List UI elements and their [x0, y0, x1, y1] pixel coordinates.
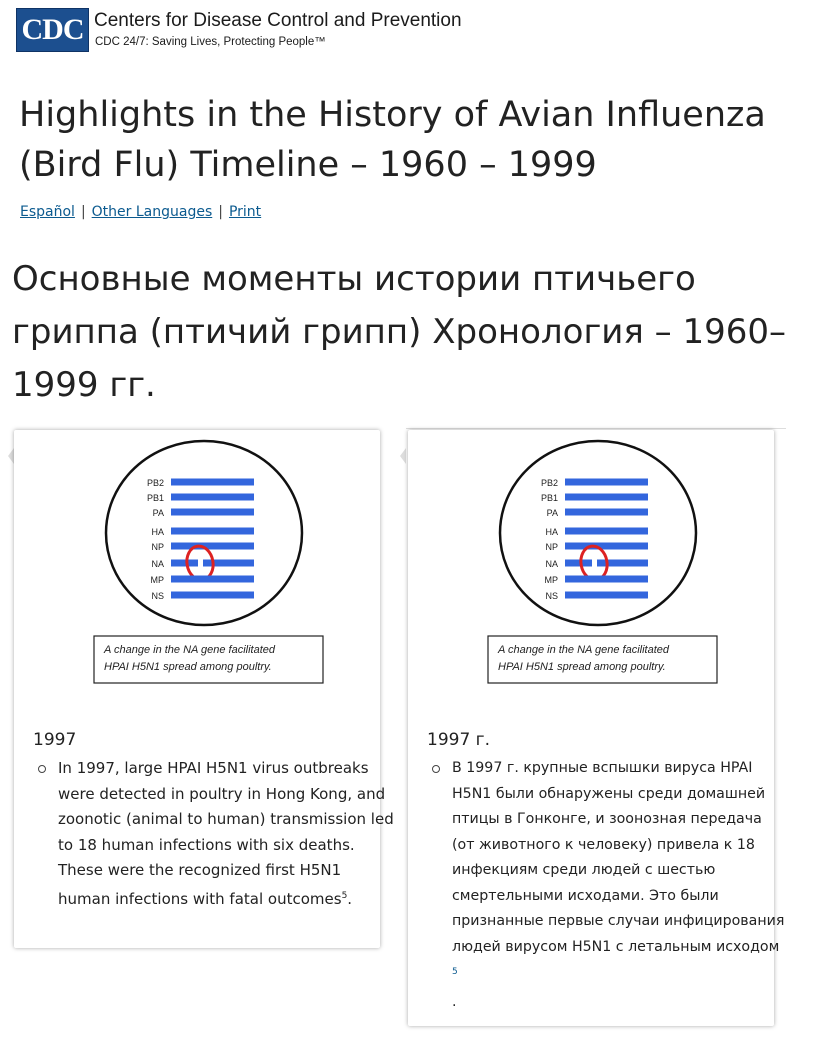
- gene-label: PB1: [146, 493, 164, 503]
- gene-segment-bar: [565, 479, 648, 486]
- gene-label: HA: [151, 527, 164, 537]
- gene-label: HA: [545, 527, 558, 537]
- reference-link[interactable]: 5: [341, 890, 348, 901]
- espanol-link[interactable]: Español: [20, 204, 75, 220]
- caption-line: A change in the NA gene facilitated: [498, 644, 670, 656]
- gene-segment-bar: [565, 592, 648, 599]
- other-languages-link[interactable]: Other Languages: [91, 204, 213, 220]
- gene-segment-bar: [565, 509, 648, 516]
- gene-segment-bar: [171, 494, 254, 501]
- mutation-gap: [198, 560, 203, 567]
- gene-label: NS: [151, 591, 164, 601]
- card-bullet-list: [34, 756, 394, 912]
- gene-segment-bar: [565, 528, 648, 535]
- card-bullet-list: [428, 756, 788, 1015]
- list-item: [452, 756, 788, 1015]
- gene-label: NP: [151, 542, 164, 552]
- gene-label: MP: [150, 575, 164, 585]
- timeline-card-en: [14, 430, 394, 948]
- gene-diagram: [408, 430, 774, 700]
- link-separator: |: [80, 204, 86, 220]
- gene-segment-bar: [171, 576, 254, 583]
- gene-segment-bar: [565, 494, 648, 501]
- carousel-prev-arrow-icon[interactable]: [400, 448, 406, 464]
- gene-segment-bar: [171, 592, 254, 599]
- card-text: В 1997 г. крупные вспышки вируса HPAI H5N1 были обнаружены среди домашней птицы в Гонконге, и зоонозная передача (от животного к человеку) привела к 18 инфекциям среди людей с шестью смертельными исходами. Это были признанные первые случаи инфицирования людей вирусом H5N1 с летальным исходом: [452, 760, 785, 955]
- caption-line: HPAI H5N1 spread among poultry.: [498, 661, 666, 673]
- gene-segment-bar: [565, 543, 648, 550]
- timeline-card-ru: [408, 430, 785, 1026]
- card-text-end: .: [452, 993, 457, 1010]
- print-link[interactable]: Print: [228, 204, 262, 220]
- divider: [406, 428, 786, 429]
- gene-label: NA: [151, 559, 164, 569]
- gene-label: MP: [544, 575, 558, 585]
- card-text-end: .: [347, 889, 353, 908]
- gene-diagram: [14, 430, 380, 700]
- card-year: 1997 г.: [427, 730, 491, 750]
- gene-label: NP: [545, 542, 558, 552]
- mutation-gap: [592, 560, 597, 567]
- reference-link[interactable]: 5: [452, 967, 458, 977]
- org-name: Centers for Disease Control and Prevention: [94, 10, 462, 31]
- gene-segment-bar: [171, 543, 254, 550]
- cdc-logo[interactable]: CDC: [16, 8, 89, 52]
- page-title: Highlights in the History of Avian Influenza (Bird Flu) Timeline – 1960 – 1999: [19, 95, 766, 185]
- language-links: [20, 204, 261, 220]
- gene-segment-bar: [171, 509, 254, 516]
- gene-label: PA: [546, 508, 558, 518]
- gene-label: PB2: [146, 478, 164, 488]
- card-text: In 1997, large HPAI H5N1 virus outbreaks were detected in poultry in Hong Kong, and zoonotic (animal to human) transmission led to 18 human infections with six deaths. These were the recognized first H5N1 human infections with fatal outcomes: [58, 759, 394, 908]
- list-item: [58, 756, 394, 912]
- translated-title: Основные моменты истории птичьего гриппа (птичий грипп) Хронология – 1960–1999 гг.: [12, 259, 786, 405]
- gene-segment-bar: [171, 528, 254, 535]
- gene-label: PB1: [540, 493, 558, 503]
- link-separator: |: [218, 204, 223, 220]
- gene-label: PB2: [540, 478, 558, 488]
- gene-label: NA: [545, 559, 558, 569]
- org-tagline: CDC 24/7: Saving Lives, Protecting People™: [95, 36, 326, 48]
- caption-line: HPAI H5N1 spread among poultry.: [104, 661, 272, 673]
- caption-line: A change in the NA gene facilitated: [104, 644, 276, 656]
- gene-label: PA: [152, 508, 164, 518]
- gene-label: NS: [545, 591, 558, 601]
- card-year: 1997: [33, 730, 77, 750]
- gene-segment-bar: [565, 576, 648, 583]
- gene-segment-bar: [171, 479, 254, 486]
